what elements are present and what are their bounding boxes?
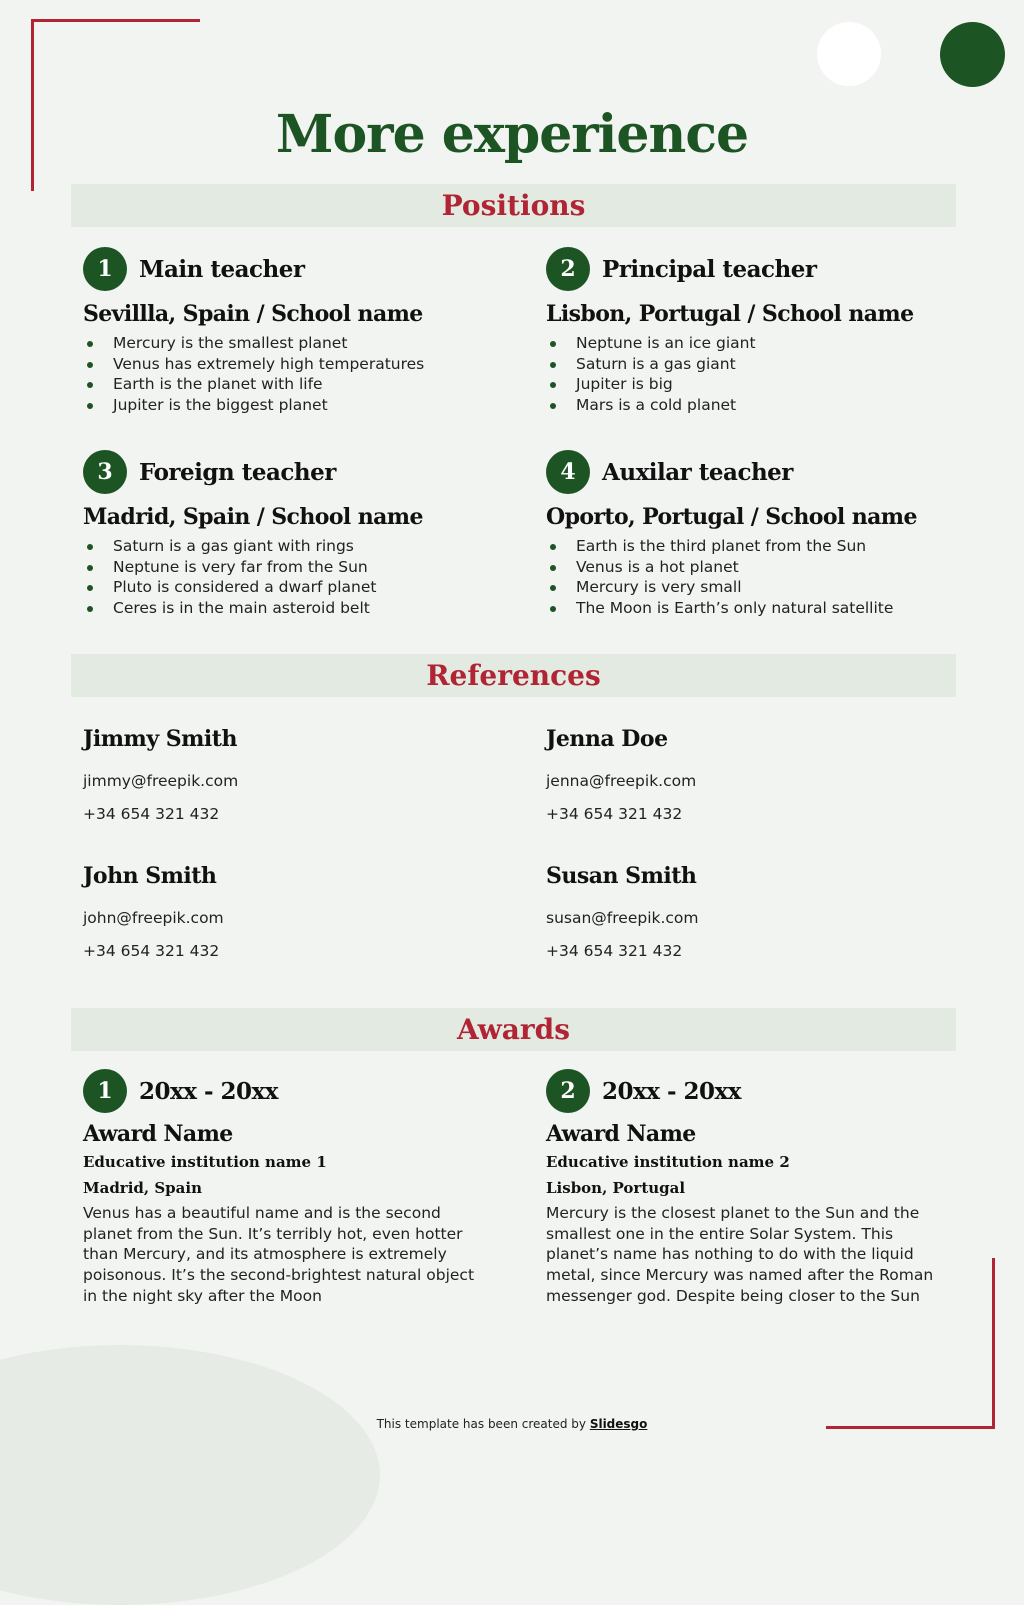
position-place: Sevillla, Spain / School name [83, 301, 423, 327]
position-role: Auxilar teacher [602, 458, 793, 486]
position-bullets [546, 333, 966, 416]
reference-card-4 [546, 861, 946, 961]
section-band-positions: Positions [71, 184, 956, 227]
corner-frame-bottom-right-vertical [992, 1258, 995, 1429]
position-role: Main teacher [139, 255, 305, 283]
list-item: Saturn is a gas giant with rings [83, 536, 503, 557]
decor-circle-green [940, 22, 1005, 87]
position-place: Lisbon, Portugal / School name [546, 301, 914, 327]
reference-email[interactable]: susan@freepik.com [546, 909, 699, 927]
page-title: More experience [275, 104, 749, 165]
position-role: Principal teacher [602, 255, 817, 283]
reference-email[interactable]: jimmy@freepik.com [83, 772, 239, 790]
position-card-3 [83, 450, 503, 619]
footer-link[interactable]: Slidesgo [589, 1417, 648, 1431]
list-item: Mercury is the smallest planet [83, 333, 503, 354]
number-badge: 2 [546, 247, 590, 291]
list-item: The Moon is Earth’s only natural satellite [546, 598, 966, 619]
list-item: Venus is a hot planet [546, 557, 966, 578]
number-badge: 1 [83, 1069, 127, 1113]
position-card-1 [83, 247, 503, 416]
reference-phone: +34 654 321 432 [546, 805, 683, 823]
reference-email[interactable]: john@freepik.com [83, 909, 224, 927]
reference-card-1 [83, 724, 483, 824]
reference-phone: +34 654 321 432 [83, 805, 220, 823]
reference-name: Jimmy Smith [83, 726, 237, 752]
position-bullets [83, 333, 503, 416]
reference-phone: +34 654 321 432 [546, 942, 683, 960]
award-card-2 [546, 1069, 966, 1307]
list-item: Earth is the third planet from the Sun [546, 536, 966, 557]
number-badge: 1 [83, 247, 127, 291]
award-card-1 [83, 1069, 503, 1307]
award-years: 20xx - 20xx [602, 1077, 741, 1105]
section-band-awards: Awards [71, 1008, 956, 1051]
list-item: Mercury is very small [546, 577, 966, 598]
corner-frame-top-left [31, 19, 200, 22]
list-item: Earth is the planet with life [83, 374, 503, 395]
award-institution: Educative institution name 2 [546, 1153, 790, 1171]
reference-name: Susan Smith [546, 863, 697, 889]
list-item: Jupiter is big [546, 374, 966, 395]
position-place: Oporto, Portugal / School name [546, 504, 917, 530]
list-item: Saturn is a gas giant [546, 354, 966, 375]
award-location: Madrid, Spain [83, 1179, 202, 1197]
list-item: Ceres is in the main asteroid belt [83, 598, 503, 619]
award-description: Venus has a beautiful name and is the second planet from the Sun. It’s terribly hot, even hotter than Mercury, and its atmosphere is extremely poisonous. It’s the second-brightest natural object in the night sky after the Moon [83, 1204, 475, 1305]
position-card-4 [546, 450, 966, 619]
position-role: Foreign teacher [139, 458, 336, 486]
reference-email[interactable]: jenna@freepik.com [546, 772, 697, 790]
list-item: Mars is a cold planet [546, 395, 966, 416]
award-years: 20xx - 20xx [139, 1077, 278, 1105]
position-bullets [83, 536, 503, 619]
reference-phone: +34 654 321 432 [83, 942, 220, 960]
award-description: Mercury is the closest planet to the Sun and the smallest one in the entire Solar System. This planet’s name has nothing to do with the liquid metal, since Mercury was named after the Roman messenger god. Despite being closer to the Sun [546, 1204, 934, 1305]
award-name: Award Name [546, 1121, 696, 1147]
section-band-references: References [71, 654, 956, 697]
position-card-2 [546, 247, 966, 416]
number-badge: 3 [83, 450, 127, 494]
background-blob [0, 1345, 380, 1605]
list-item: Jupiter is the biggest planet [83, 395, 503, 416]
list-item: Neptune is very far from the Sun [83, 557, 503, 578]
reference-name: Jenna Doe [546, 726, 668, 752]
reference-name: John Smith [83, 863, 217, 889]
award-location: Lisbon, Portugal [546, 1179, 686, 1197]
footer-text: This template has been created by [376, 1417, 590, 1431]
position-bullets [546, 536, 966, 619]
reference-card-2 [546, 724, 946, 824]
reference-card-3 [83, 861, 483, 961]
award-institution: Educative institution name 1 [83, 1153, 327, 1171]
list-item: Pluto is considered a dwarf planet [83, 577, 503, 598]
award-name: Award Name [83, 1121, 233, 1147]
list-item: Venus has extremely high temperatures [83, 354, 503, 375]
number-badge: 2 [546, 1069, 590, 1113]
position-place: Madrid, Spain / School name [83, 504, 423, 530]
footer-credit [0, 1417, 1024, 1431]
decor-circle-white [817, 22, 881, 86]
list-item: Neptune is an ice giant [546, 333, 966, 354]
number-badge: 4 [546, 450, 590, 494]
